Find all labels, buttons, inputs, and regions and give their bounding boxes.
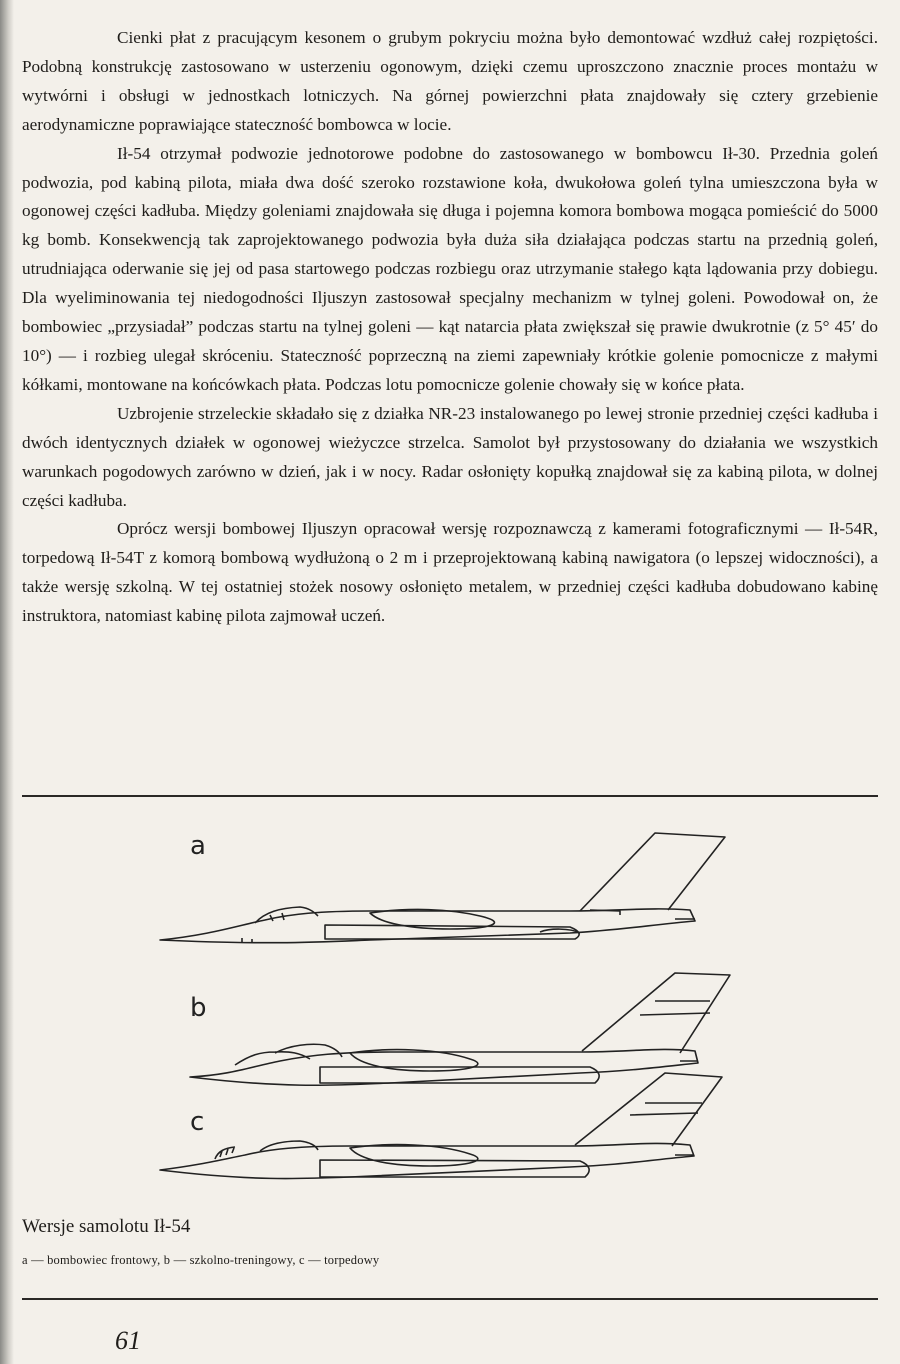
- aircraft-b-drawing: [190, 973, 730, 1085]
- figure-caption-legend: a — bombowiec frontowy, b — szkolno-treningowy, c — torpedowy: [22, 1253, 380, 1267]
- paragraph-1: Cienki płat z pracującym kesonem o grubym pokryciu można było demontować wzdłuż całej rozpiętości. Podobną konstrukcję zastosowano w usterzeniu ogonowym, dzięki czemu uproszczono znacznie proces montażu w wytwórni i obsługi w jednostkach lotniczych. Na górnej powierzchni płata znajdowały się cztery grzebienie aerodynamiczne poprawiające stateczność bombowca w locie.: [22, 28, 878, 134]
- aircraft-a-drawing: [160, 833, 725, 943]
- aircraft-drawings: [150, 815, 750, 1210]
- paragraph-3: Uzbrojenie strzeleckie składało się z działka NR-23 instalowanego po lewej stronie przedniej części kadłuba i dwóch identycznych działek w ogonowej wieżyczce strzelca. Samolot był przystosowany do działania we wszystkich warunkach pogodowych zarówno w dzień, jak i w nocy. Radar osłonięty kopułką znajdował się za kabiną pilota, w dolnej części kadłuba.: [22, 403, 878, 510]
- figure-top-rule: [22, 795, 878, 797]
- figure-bottom-rule: [22, 1298, 878, 1300]
- paragraph-2: Ił-54 otrzymał podwozie jednotorowe podobne do zastosowanego w bombowcu Ił-30. Przednia goleń podwozia, pod kabiną pilota, miała dwa dość szeroko rozstawione koła, dwukołowa goleń tylna umieszczona była w ogonowej części kadłuba. Między goleniami znajdowała się długa i pojemna komora bombowa mogąca pomieścić do 5000 kg bomb. Konsekwencją tak zaprojektowanego podwozia była duża siła działająca podczas startu na przednią goleń, utrudniająca oderwanie się jej od pasa startowego podczas rozbiegu oraz utrzymanie stałego kąta lądowania przy dobiegu. Dla wyeliminowania tej niedogodności Iljuszyn zastosował specjalny mechanizm w tylnej goleni. Powodował on, że bombowiec „przysiadał” podczas startu na tylnej goleni — kąt natarcia płata zwiększał się prawie dwukrotnie (z 5° 45′ do 10°) — i rozbieg ulegał skróceniu. Stateczność poprzeczną na ziemi zapewniały krótkie golenie pomocnicze z małymi kółkami, montowane na końcówkach płata. Podczas lotu pomocnicze golenie chowały się w końce płata.: [22, 143, 878, 394]
- paragraph-4: Oprócz wersji bombowej Iljuszyn opracował wersję rozpoznawczą z kamerami fotograficznymi — Ił-54R, torpedową Ił-54T z komorą bombową wydłużoną o 2 m i przeprojektowaną kabiną nawigatora (o lepszej widoczności), a także wersję szkolną. W tej ostatniej stożek nosowy osłonięto metalem, w przedniej części kadłuba dobudowano kabinę instruktora, natomiast kabinę pilota zajmował uczeń.: [22, 519, 878, 626]
- figure-caption-title: Wersje samolotu Ił-54: [22, 1216, 191, 1237]
- figure-label-c: c: [190, 1107, 205, 1137]
- body-text: [22, 24, 878, 631]
- aircraft-c-drawing: [160, 1073, 722, 1179]
- figure-label-a: a: [190, 831, 206, 861]
- aircraft-versions-figure: [150, 815, 750, 1210]
- figure-label-b: b: [190, 993, 207, 1023]
- page-number: 61: [115, 1326, 141, 1355]
- page-edge-shadow: [0, 0, 14, 1364]
